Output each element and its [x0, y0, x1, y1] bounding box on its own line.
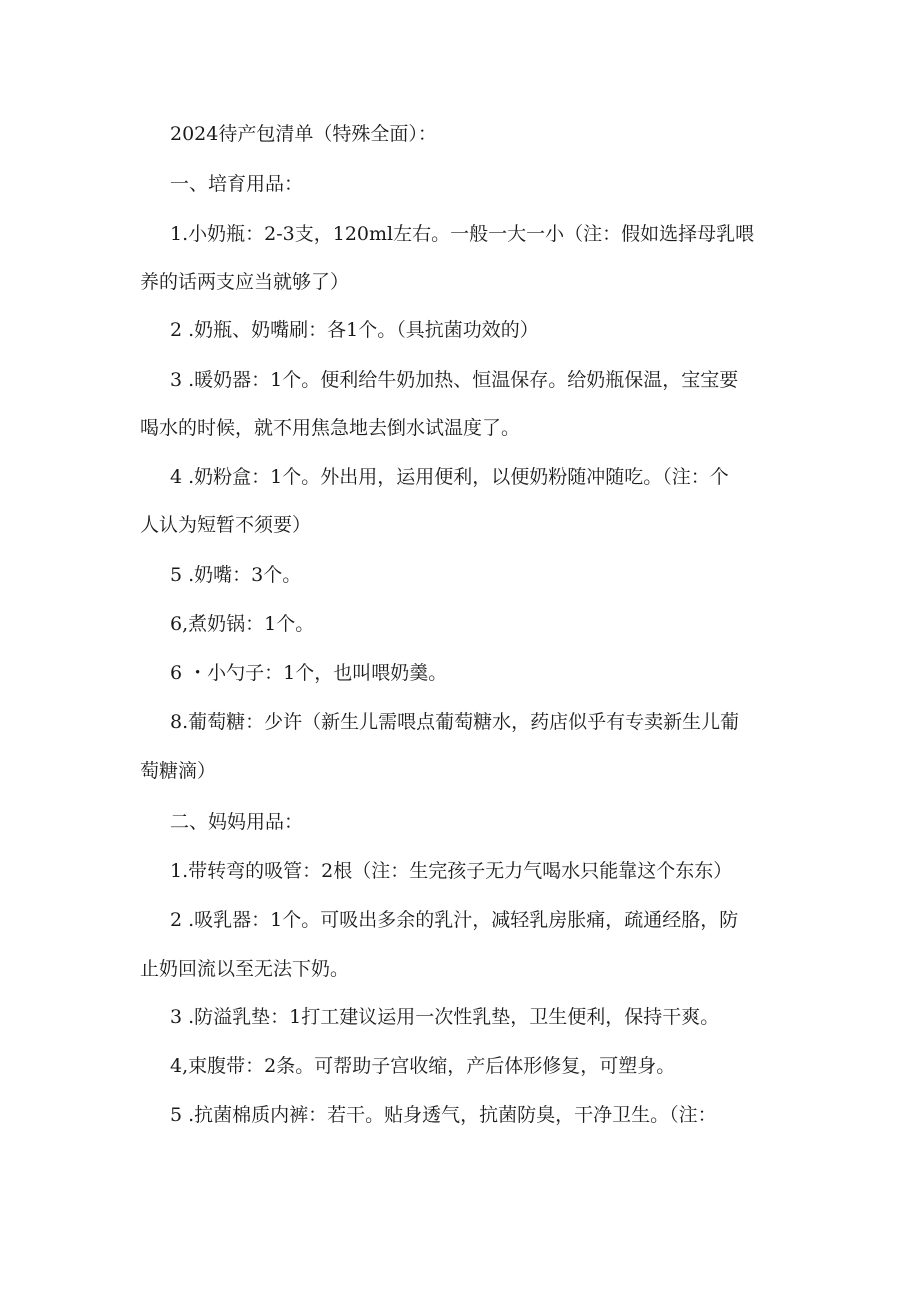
- list-item-line: 人认为短暂不须要）: [140, 514, 312, 536]
- list-item-line: 6,煮奶锅：1个。: [170, 613, 315, 635]
- section-heading-mother: 二、妈妈用品：: [170, 811, 304, 833]
- list-item-line: 2 .吸乳器：1个。可吸出多余的乳汁，减轻乳房胀痛，疏通经胳，防: [170, 909, 739, 931]
- list-item-line: 4 .奶粉盒：1个。外出用，运用便利，以便奶粉随冲随吃。（注：个: [170, 466, 729, 488]
- list-item-line: 4,束腹带：2条。可帮助子宫收缩，产后体形修复，可塑身。: [170, 1055, 676, 1077]
- list-item-line: 1.小奶瓶：2-3支，120ml左右。一般一大一小（注：假如选择母乳喂: [170, 223, 755, 245]
- list-item-line: 喝水的时候，就不用焦急地去倒水试温度了。: [140, 417, 521, 439]
- list-item-line: 3 .防溢乳垫：1打工建议运用一次性乳垫，卫生便利，保持干爽。: [170, 1006, 720, 1028]
- list-item-line: 3 .暖奶器：1个。便利给牛奶加热、恒温保存。给奶瓶保温，宝宝要: [170, 369, 739, 391]
- list-item-line: 养的话两支应当就够了）: [140, 271, 350, 293]
- document-title: 2024待产包清单（特殊全面）：: [170, 123, 437, 145]
- list-item-line: 萄糖滴）: [140, 760, 217, 782]
- list-item-line: 1.带转弯的吸管：2根（注：生完孩子无力气喝水只能靠这个东东）: [170, 860, 733, 882]
- list-item-line: 8.葡萄糖：少许（新生儿需喂点葡萄糖水，药店似乎有专卖新生儿葡: [170, 711, 740, 733]
- list-item-line: 6 ・小勺子：1个，也叫喂奶羹。: [170, 662, 448, 684]
- list-item-line: 2 .奶瓶、奶嘴刷：各1个。（具抗菌功效的）: [170, 319, 539, 341]
- list-item-line: 5 .抗菌棉质内裤：若干。贴身透气，抗菌防臭，干净卫生。（注：: [170, 1104, 717, 1126]
- list-item-line: 止奶回流以至无法下奶。: [140, 958, 350, 980]
- list-item-line: 5 .奶嘴：3个。: [170, 564, 302, 586]
- section-heading-baby: 一、培育用品：: [170, 173, 304, 195]
